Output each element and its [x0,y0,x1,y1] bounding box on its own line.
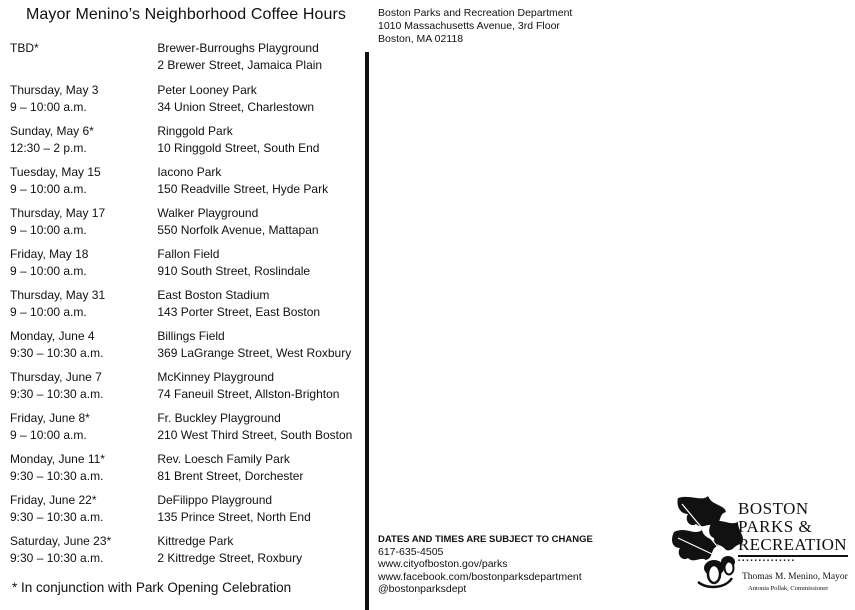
entry-where [157,492,365,533]
oak-leaf-acorn-icon [668,492,748,592]
entry-when [10,492,157,533]
entry-time: 9 – 10:00 a.m. [10,99,87,114]
mayor-credit: Thomas M. Menino, Mayor [742,572,848,582]
entry-address: 150 Readville Street, Hyde Park [157,181,329,196]
entry-park: Rev. Loesch Family Park [157,452,290,466]
entry-date: TBD* [10,41,39,55]
entry-date: Thursday, May 17 [10,206,106,220]
entry-where [157,410,365,451]
entry-when [10,369,157,410]
logo-wordmark [738,500,848,565]
vertical-divider [365,52,369,610]
entry-when [10,287,157,328]
entry-address: 2 Brewer Street, Jamaica Plain [157,57,323,72]
entry-park: Peter Looney Park [157,83,257,97]
entry-address: 10 Ringgold Street, South End [157,140,320,155]
entry-where [157,205,365,246]
schedule-entry [10,82,365,123]
entry-when [10,410,157,451]
entry-time: 9 – 10:00 a.m. [10,304,87,319]
schedule-entry [10,369,365,410]
entry-where [157,40,365,82]
department-address [378,7,572,46]
entry-address: 910 South Street, Roslindale [157,263,311,278]
entry-time: 9 – 10:00 a.m. [10,222,87,237]
logo-line-parks: PARKS & [738,517,813,536]
commissioner-credit: Antonia Pollak, Commissioner [748,585,829,592]
entry-date: Friday, June 8* [10,411,90,425]
entry-park: East Boston Stadium [157,288,270,302]
entry-date: Thursday, June 7 [10,370,102,384]
page-title: Mayor Menino’s Neighborhood Coffee Hours [26,6,347,23]
entry-date: Thursday, May 3 [10,83,99,97]
entry-time: 9:30 – 10:30 a.m. [10,345,104,360]
entry-date: Monday, June 4 [10,329,95,343]
schedule-entry [10,533,365,574]
entry-time: 12:30 – 2 p.m. [10,140,87,155]
entry-where [157,369,365,410]
facebook-link[interactable]: www.facebook.com/bostonparksdepartment [378,570,582,583]
entry-where [157,287,365,328]
entry-where [157,451,365,492]
entry-time: 9:30 – 10:30 a.m. [10,550,104,565]
entry-park: Billings Field [157,329,225,343]
website-link[interactable]: www.cityofboston.gov/parks [378,558,508,571]
entry-park: Brewer-Burroughs Playground [157,41,319,55]
contact-block [378,534,593,595]
entry-address: 550 Norfolk Avenue, Mattapan [157,222,319,237]
logo-line-boston: BOSTON [738,499,809,518]
schedule-entry [10,164,365,205]
entry-date: Friday, June 22* [10,493,97,507]
entry-where [157,82,365,123]
schedule-entry [10,123,365,164]
entry-when [10,328,157,369]
entry-park: Fallon Field [157,247,220,261]
entry-when [10,451,157,492]
entry-when [10,82,157,123]
entry-date: Friday, May 18 [10,247,89,261]
schedule-entry [10,287,365,328]
entry-where [157,164,365,205]
entry-date: Tuesday, May 15 [10,165,101,179]
parks-logo [668,492,848,608]
footnote: * In conjunction with Park Opening Celebration [12,580,292,595]
schedule-entry [10,410,365,451]
entry-date: Sunday, May 6* [10,124,94,138]
logo-line-recreation: RECREATION [738,536,848,557]
entry-when [10,40,157,82]
entry-time: 9 – 10:00 a.m. [10,181,87,196]
schedule-entry [10,328,365,369]
entry-address: 210 West Third Street, South Boston [157,427,353,442]
entry-where [157,328,365,369]
entry-park: Iacono Park [157,165,222,179]
entry-date: Saturday, June 23* [10,534,112,548]
schedule-entry [10,451,365,492]
entry-address: 81 Brent Street, Dorchester [157,468,304,483]
entry-when [10,123,157,164]
entry-park: Fr. Buckley Playground [157,411,281,425]
schedule-entry [10,40,365,82]
entry-time: 9 – 10:00 a.m. [10,263,87,278]
entry-address: 2 Kittredge Street, Roxbury [157,550,303,565]
entry-when [10,246,157,287]
entry-address: 135 Prince Street, North End [157,509,311,524]
entry-address: 369 LaGrange Street, West Roxbury [157,345,352,360]
logo-dot-rule: ▪▪▪▪▪▪▪▪▪▪▪▪▪▪ [738,558,796,564]
entry-address: 74 Faneuil Street, Allston-Brighton [157,386,340,401]
entry-when [10,205,157,246]
entry-park: DeFilippo Playground [157,493,273,507]
change-notice: DATES AND TIMES ARE SUBJECT TO CHANGE [378,534,593,545]
entry-park: McKinney Playground [157,370,275,384]
department-city: Boston, MA 02118 [378,33,464,45]
department-name: Boston Parks and Recreation Department [378,7,573,19]
schedule-list [10,40,365,574]
entry-address: 143 Porter Street, East Boston [157,304,321,319]
entry-date: Monday, June 11* [10,452,105,466]
entry-time: 9 – 10:00 a.m. [10,427,87,442]
entry-where [157,123,365,164]
twitter-handle[interactable]: @bostonparksdept [378,582,467,595]
entry-address: 34 Union Street, Charlestown [157,99,315,114]
entry-park: Ringgold Park [157,124,233,138]
entry-park: Walker Playground [157,206,259,220]
entry-time: 9:30 – 10:30 a.m. [10,468,104,483]
entry-where [157,533,365,574]
schedule-entry [10,492,365,533]
phone-number: 617-635-4505 [378,546,444,559]
entry-park: Kittredge Park [157,534,234,548]
entry-where [157,246,365,287]
entry-when [10,533,157,574]
entry-time: 9:30 – 10:30 a.m. [10,509,104,524]
department-street: 1010 Massachusetts Avenue, 3rd Floor [378,20,560,32]
entry-date: Thursday, May 31 [10,288,106,302]
entry-when [10,164,157,205]
schedule-entry [10,246,365,287]
entry-time: 9:30 – 10:30 a.m. [10,386,104,401]
schedule-entry [10,205,365,246]
